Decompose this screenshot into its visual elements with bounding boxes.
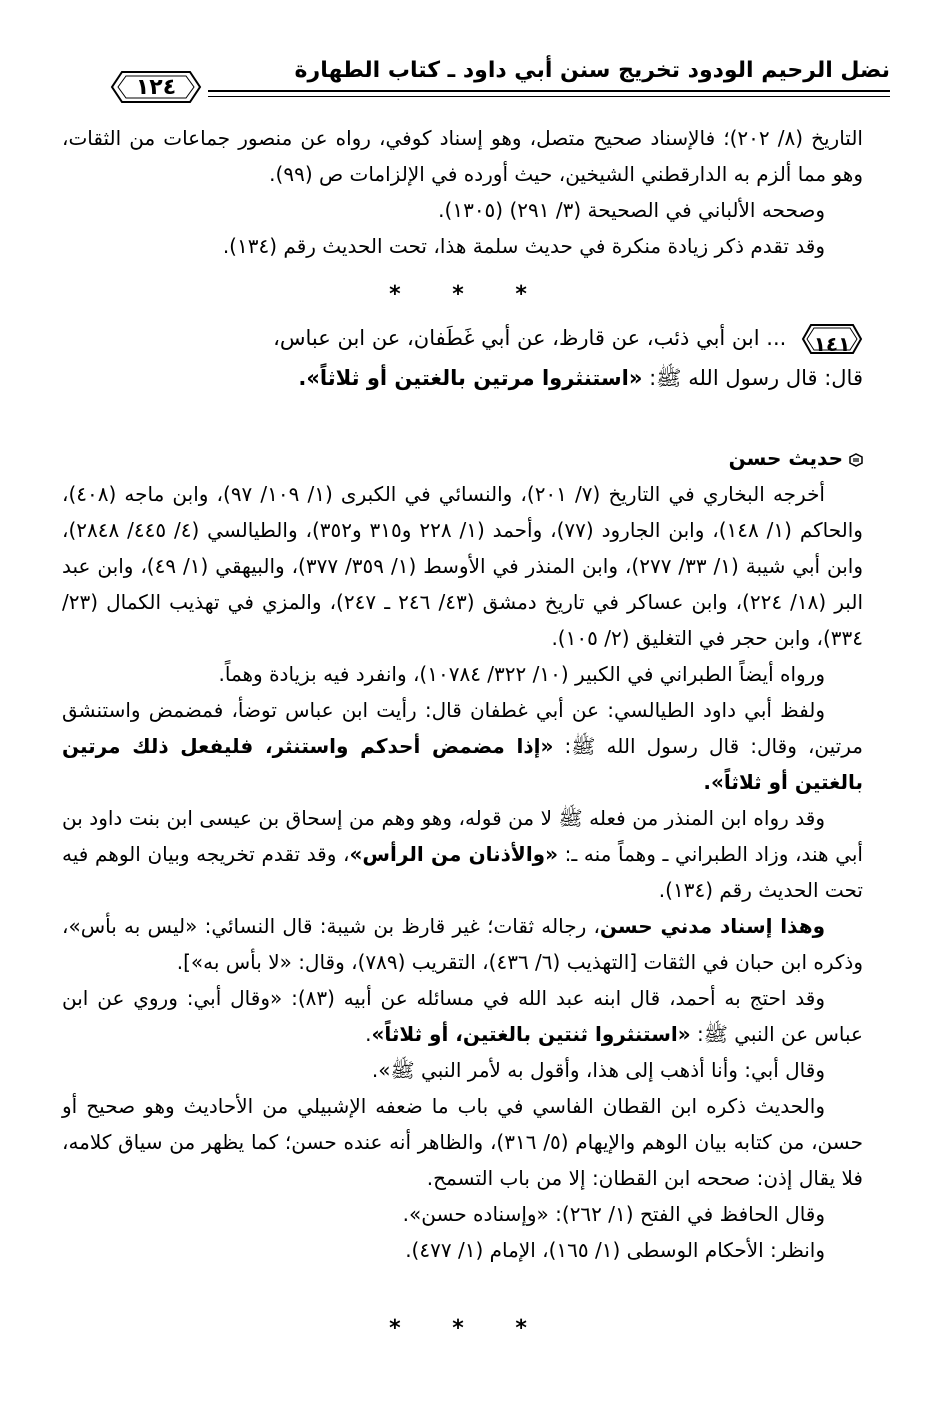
ahmad-paragraph bbox=[62, 980, 863, 1052]
closing-line: وانظر: الأحكام الوسطى (١/ ١٦٥)، الإمام (١/ ٤٧٧). bbox=[405, 1238, 825, 1262]
page-header bbox=[48, 40, 890, 100]
ibn-mundhir-bold: «والأذنان من الرأس» bbox=[349, 842, 559, 866]
hadith-text-plain: قال: قال رسول الله ﷺ: bbox=[642, 366, 863, 390]
hadith-line-1 bbox=[62, 318, 863, 358]
closing-line: وقال الحافظ في الفتح (١/ ٢٦٢): «وإسناده حسن». bbox=[402, 1202, 825, 1226]
grade-heading bbox=[62, 440, 863, 476]
hadith-number: ١٤١ bbox=[813, 332, 851, 356]
hadith-block bbox=[62, 318, 863, 398]
ibn-mundhir-tail: ، وقد تقدم تخريجه وبيان الوهم فيه تحت الحديث رقم (١٣٤). bbox=[62, 842, 863, 902]
text-line: وصححه الألباني في الصحيحة (٣/ ٢٩١) (١٣٠٥). bbox=[438, 198, 825, 222]
closing-line: وقال أبي: وأنا أذهب إلى هذا، وأقول به لأمر النبي ﷺ». bbox=[371, 1058, 825, 1082]
hadith-number-badge bbox=[801, 322, 863, 356]
hadith-matn: «استنثروا مرتين بالغتين أو ثلاثاً». bbox=[298, 366, 643, 390]
tayalisi-matn: «إذا مضمض أحدكم واستنثر، فليفعل ذلك مرتين بالغتين أو ثلاثاً». bbox=[62, 734, 863, 794]
header-rule bbox=[208, 90, 890, 92]
tayalisi-paragraph bbox=[62, 692, 863, 800]
page-number-badge bbox=[110, 68, 202, 106]
text-line: التاريخ (٨/ ٢٠٢)؛ فالإسناد صحيح متصل، وهو إسناد كوفي، رواه عن منصور جماعات من الثقات، وهو مما ألزم به الدارقطني الشيخين، حيث أورده في الإلزامات ص (٩٩). bbox=[62, 126, 863, 186]
section-separator: * * * bbox=[389, 282, 549, 307]
isnad-text: ، رجاله ثقات؛ غير قارظ بن شيبة: قال النسائي: «ليس به بأس»، وذكره ابن حبان في الثقات [التهذيب (٦/ ٤٣٦)، التقريب (٧٨٩)، وقال: «لا بأس به»]. bbox=[62, 914, 863, 974]
header-rule-left bbox=[832, 90, 890, 92]
takhrij-paragraph: أخرجه البخاري في التاريخ (٧/ ٢٠١)، والنسائي في الكبرى (١/ ١٠٩/ ٩٧)، وابن ماجه (٤٠٨)، والحاكم (١/ ١٤٨)، وابن الجارود (٧٧)، وأحمد (١/ ٢٢٨ و٣١٥ و٣٥٢)، والطيالسي (٤/ ٤٤٥/ ٢٨٤٨)، وابن أبي شيبة (١/ ٣٣/ ٢٧٧)، وابن المنذر في الأوسط (١/ ٣٥٩/ ٣٧٧)، والبيهقي (١/ ٤٩)، وابن عبد البر (١٨/ ٢٢٤)، وابن عساكر في تاريخ دمشق (٤٣/ ٢٤٦ ـ ٢٤٧)، والمزي في تهذيب الكمال (٢٣/ ٣٣٤)، وابن حجر في التغليق (٢/ ١٠٥). bbox=[62, 482, 864, 650]
closing-line: والحديث ذكره ابن القطان الفاسي في باب ما ضعفه الإشبيلي من الأحاديث وهو صحيح أو حسن، من كتابه بيان الوهم والإيهام (٥/ ٣١٦)، والظاهر أنه عنده حسن؛ كما يظهر من سياق كلامه، فلا يقال إذن: صححه ابن القطان: إلا من باب التسمح. bbox=[62, 1094, 863, 1190]
page-number: ١٢٤ bbox=[135, 74, 177, 100]
hadith-line-2 bbox=[62, 358, 863, 398]
ornament-icon bbox=[849, 453, 863, 467]
header-title: نضل الرحيم الودود تخريج سنن أبي داود ـ كتاب الطهارة bbox=[294, 58, 890, 83]
ahmad-text: وقد احتج به أحمد، قال ابنه عبد الله في مسائله عن أبيه (٨٣): «وقال أبي: وروي عن ابن عباس عن النبي ﷺ: bbox=[62, 986, 863, 1046]
ahmad-tail: . bbox=[365, 1022, 372, 1046]
header-rule-thin bbox=[208, 96, 890, 97]
header-rule-left-thin bbox=[832, 96, 890, 97]
ibn-mundhir-paragraph bbox=[62, 800, 863, 908]
hadith-text: ... ابن أبي ذئب، عن قارظ، عن أبي غَطَفان، عن ابن عباس، bbox=[273, 326, 787, 350]
tabarani-paragraph: ورواه أيضاً الطبراني في الكبير (١٠/ ٣٢٢/ ١٠٧٨٤)، وانفرد فيه بزيادة وهماً. bbox=[218, 662, 825, 686]
top-section bbox=[62, 120, 863, 264]
text-line: وقد تقدم ذكر زيادة منكرة في حديث سلمة هذا، تحت الحديث رقم (١٣٤). bbox=[222, 234, 825, 258]
isnad-paragraph bbox=[62, 908, 863, 980]
isnad-grade: وهذا إسناد مدني حسن bbox=[599, 914, 825, 938]
commentary bbox=[62, 440, 863, 1268]
grade-label: حديث حسن bbox=[728, 446, 843, 470]
ahmad-matn: «استنثروا ثنتين بالغتين، أو ثلاثاً» bbox=[371, 1022, 691, 1046]
section-separator-bottom: * * * bbox=[389, 1316, 549, 1341]
ibn-mundhir-text: وقد رواه ابن المنذر من فعله ﷺ لا من قوله، وهو وهم من إسحاق بن عيسى ابن بنت داود بن أبي هند، وزاد الطبراني ـ وهماً منه ـ: bbox=[62, 806, 863, 866]
tayalisi-text: ولفظ أبي داود الطيالسي: عن أبي غطفان قال: رأيت ابن عباس توضأ، فمضمض واستنشق مرتين، وقال: قال رسول الله ﷺ: bbox=[62, 698, 863, 758]
